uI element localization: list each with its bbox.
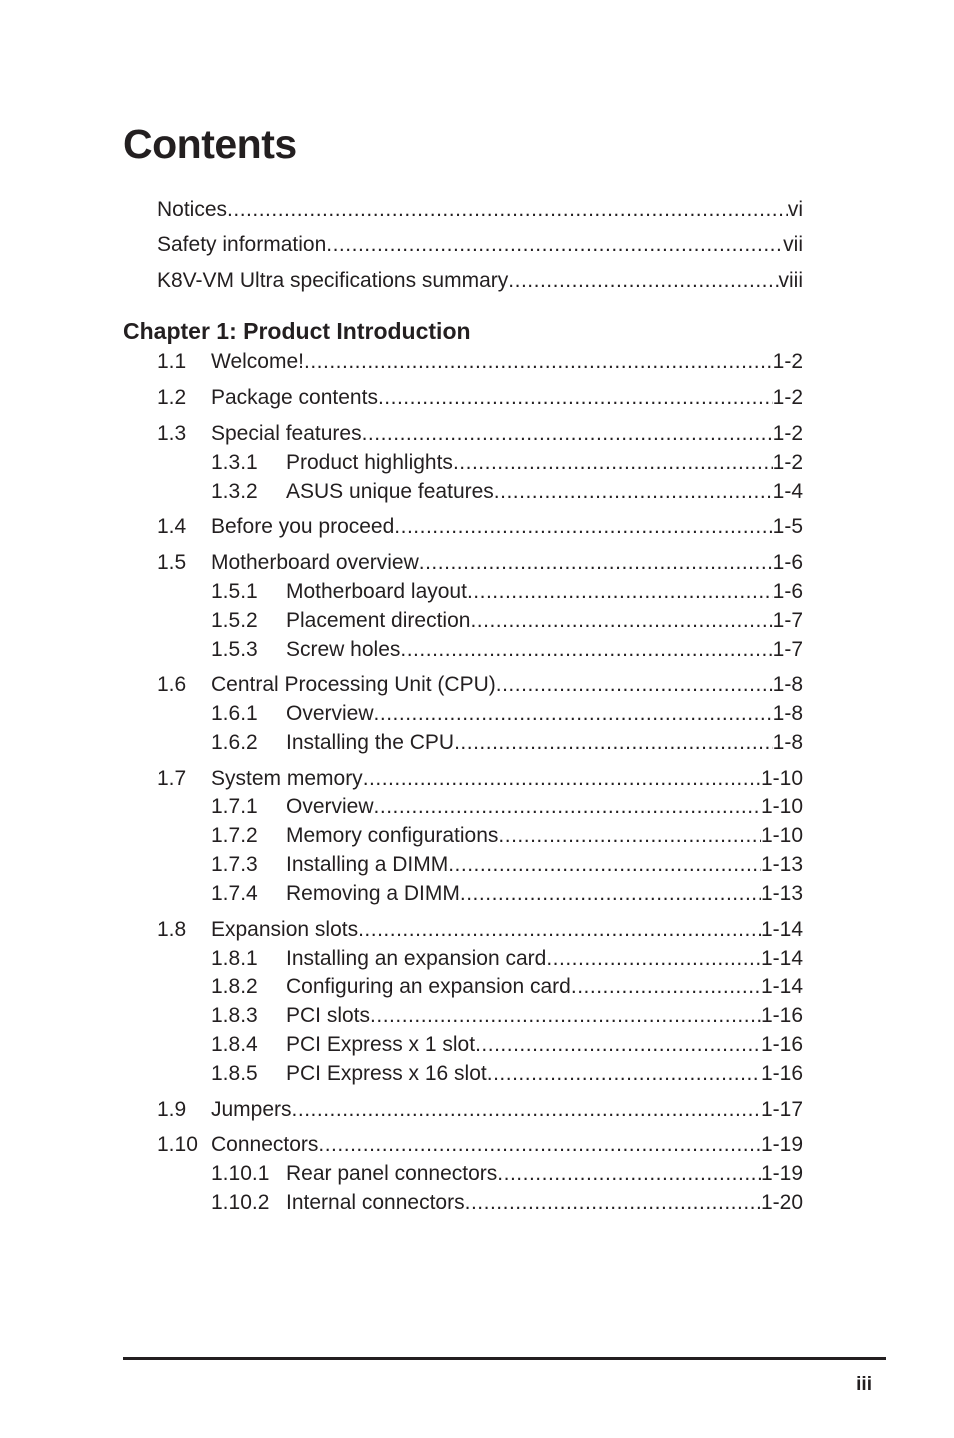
section-number: 1.3.1 xyxy=(211,451,258,474)
toc-subentry[interactable] xyxy=(0,1030,954,1060)
section-number: 1.10.2 xyxy=(211,1191,270,1214)
dot-leader xyxy=(378,383,773,413)
section-number: 1.3.2 xyxy=(211,480,258,503)
toc-entry-page: 1-6 xyxy=(772,580,803,603)
toc-subentry[interactable] xyxy=(0,944,954,974)
toc-entry-page: 1-14 xyxy=(760,975,803,998)
dot-leader xyxy=(508,266,778,296)
section-number: 1.7 xyxy=(157,767,187,790)
toc-subentry[interactable] xyxy=(0,699,954,729)
section-number: 1.2 xyxy=(157,386,187,409)
toc-subentry[interactable] xyxy=(0,792,954,822)
toc-subentry[interactable] xyxy=(0,448,954,478)
toc-subentry[interactable] xyxy=(0,1188,954,1218)
toc-entry[interactable] xyxy=(0,1130,954,1160)
toc-entry[interactable] xyxy=(0,764,954,794)
dot-leader xyxy=(470,606,772,636)
toc-entry-page: 1-8 xyxy=(772,702,803,725)
section-number: 1.8.1 xyxy=(211,947,258,970)
section-number: 1.4 xyxy=(157,515,187,538)
toc-entry-page: vii xyxy=(783,233,803,256)
section-number: 1.7.4 xyxy=(211,882,258,905)
toc-entry-label: Connectors xyxy=(211,1133,319,1156)
toc-entry-label: Motherboard overview xyxy=(211,551,419,574)
toc-subentry[interactable] xyxy=(0,879,954,909)
dot-leader xyxy=(419,548,773,578)
toc-entry-page: 1-8 xyxy=(772,673,803,696)
toc-entry[interactable] xyxy=(0,512,954,542)
toc-entry-page: vi xyxy=(787,198,803,221)
dot-leader xyxy=(362,419,773,449)
toc-entry-specifications-summary[interactable] xyxy=(0,266,954,296)
section-number: 1.8.3 xyxy=(211,1004,258,1027)
dot-leader xyxy=(448,850,761,880)
dot-leader xyxy=(370,1001,761,1031)
toc-entry-page: 1-2 xyxy=(772,386,803,409)
toc-entry-page: 1-16 xyxy=(760,1004,803,1027)
toc-entry[interactable] xyxy=(0,347,954,377)
section-number: 1.9 xyxy=(157,1098,187,1121)
dot-leader xyxy=(454,728,773,758)
dot-leader xyxy=(475,1030,761,1060)
toc-entry-page: 1-13 xyxy=(760,853,803,876)
dot-leader xyxy=(494,477,773,507)
toc-subentry[interactable] xyxy=(0,850,954,880)
toc-entry-page: 1-16 xyxy=(760,1062,803,1085)
section-number: 1.3 xyxy=(157,422,187,445)
section-number: 1.10 xyxy=(157,1133,198,1156)
chapter-heading: Chapter 1: Product Introduction xyxy=(123,318,471,344)
dot-leader xyxy=(363,764,761,794)
toc-entry-page: 1-19 xyxy=(760,1133,803,1156)
toc-entry-page: 1-13 xyxy=(760,882,803,905)
toc-entry-label: Internal connectors xyxy=(286,1191,465,1214)
toc-entry-label: Placement direction xyxy=(286,609,471,632)
dot-leader xyxy=(453,448,773,478)
toc-entry-page: 1-6 xyxy=(772,551,803,574)
section-number: 1.7.1 xyxy=(211,795,258,818)
dot-leader xyxy=(400,635,772,665)
toc-entry-notices[interactable] xyxy=(0,195,954,225)
toc-entry-label: Overview xyxy=(286,795,374,818)
section-number: 1.5.1 xyxy=(211,580,258,603)
section-number: 1.5.2 xyxy=(211,609,258,632)
toc-entry-page: viii xyxy=(778,269,803,292)
toc-entry-page: 1-7 xyxy=(772,638,803,661)
toc-entry[interactable] xyxy=(0,419,954,449)
section-number: 1.8.5 xyxy=(211,1062,258,1085)
toc-entry-page: 1-2 xyxy=(772,422,803,445)
page-title: Contents xyxy=(123,121,297,167)
toc-entry-label: Central Processing Unit (CPU) xyxy=(211,673,496,696)
toc-entry-label: Installing an expansion card xyxy=(286,947,547,970)
section-number: 1.5 xyxy=(157,551,187,574)
footer-rule xyxy=(123,1357,886,1360)
dot-leader xyxy=(374,699,773,729)
toc-entry-safety-information[interactable] xyxy=(0,230,954,260)
dot-leader xyxy=(546,944,761,974)
dot-leader xyxy=(487,1059,761,1089)
dot-leader xyxy=(326,230,783,260)
toc-entry-label: Overview xyxy=(286,702,374,725)
toc-entry-label: Safety information xyxy=(157,233,327,256)
dot-leader xyxy=(460,879,761,909)
toc-entry-label: Expansion slots xyxy=(211,918,359,941)
dot-leader xyxy=(318,1130,761,1160)
toc-entry-label: Special features xyxy=(211,422,362,445)
section-number: 1.6 xyxy=(157,673,187,696)
toc-entry-label: Product highlights xyxy=(286,451,453,474)
toc-entry-page: 1-7 xyxy=(772,609,803,632)
dot-leader xyxy=(467,577,773,607)
toc-entry-page: 1-19 xyxy=(760,1162,803,1185)
toc-entry-page: 1-14 xyxy=(760,947,803,970)
toc-entry-label: System memory xyxy=(211,767,363,790)
toc-entry-label: Rear panel connectors xyxy=(286,1162,498,1185)
toc-entry-label: Installing the CPU xyxy=(286,731,455,754)
section-number: 1.6.2 xyxy=(211,731,258,754)
section-number: 1.1 xyxy=(157,350,187,373)
toc-subentry[interactable] xyxy=(0,728,954,758)
toc-entry-page: 1-2 xyxy=(772,350,803,373)
toc-subentry[interactable] xyxy=(0,577,954,607)
toc-entry-label: Before you proceed xyxy=(211,515,395,538)
section-number: 1.10.1 xyxy=(211,1162,270,1185)
toc-entry-page: 1-20 xyxy=(760,1191,803,1214)
section-number: 1.8.4 xyxy=(211,1033,258,1056)
toc-subentry[interactable] xyxy=(0,635,954,665)
toc-subentry[interactable] xyxy=(0,606,954,636)
dot-leader xyxy=(304,347,773,377)
toc-entry-label: PCI Express x 16 slot xyxy=(286,1062,487,1085)
toc-entry[interactable] xyxy=(0,548,954,578)
toc-entry[interactable] xyxy=(0,670,954,700)
dot-leader xyxy=(374,792,761,822)
dot-leader xyxy=(358,915,761,945)
dot-leader xyxy=(496,670,773,700)
section-number: 1.8.2 xyxy=(211,975,258,998)
toc-entry-label: Jumpers xyxy=(211,1098,292,1121)
dot-leader xyxy=(227,195,788,225)
section-number: 1.6.1 xyxy=(211,702,258,725)
toc-subentry[interactable] xyxy=(0,1059,954,1089)
toc-entry-label: Screw holes xyxy=(286,638,401,661)
dot-leader xyxy=(292,1095,761,1125)
toc-entry-label: Welcome! xyxy=(211,350,304,373)
section-number: 1.7.3 xyxy=(211,853,258,876)
toc-entry-label: Notices xyxy=(157,198,228,221)
toc-entry-label: ASUS unique features xyxy=(286,480,494,503)
toc-entry-label: PCI Express x 1 slot xyxy=(286,1033,476,1056)
toc-entry-label: Memory configurations xyxy=(286,824,499,847)
dot-leader xyxy=(394,512,772,542)
dot-leader xyxy=(465,1188,761,1218)
toc-entry-page: 1-14 xyxy=(760,918,803,941)
toc-entry-page: 1-10 xyxy=(760,795,803,818)
dot-leader xyxy=(497,1159,761,1189)
toc-entry-page: 1-10 xyxy=(760,767,803,790)
toc-entry-label: Configuring an expansion card xyxy=(286,975,571,998)
toc-entry[interactable] xyxy=(0,383,954,413)
toc-entry-label: Motherboard layout xyxy=(286,580,467,603)
section-number: 1.5.3 xyxy=(211,638,258,661)
toc-subentry[interactable] xyxy=(0,1159,954,1189)
section-number: 1.7.2 xyxy=(211,824,258,847)
toc-entry-page: 1-16 xyxy=(760,1033,803,1056)
toc-entry-page: 1-10 xyxy=(760,824,803,847)
toc-entry-page: 1-4 xyxy=(772,480,803,503)
toc-entry-page: 1-8 xyxy=(772,731,803,754)
toc-subentry[interactable] xyxy=(0,972,954,1002)
page-number: iii xyxy=(856,1374,872,1395)
toc-entry[interactable] xyxy=(0,1095,954,1125)
dot-leader xyxy=(571,972,761,1002)
toc-entry[interactable] xyxy=(0,915,954,945)
dot-leader xyxy=(498,821,761,851)
toc-entry-label: K8V-VM Ultra specifications summary xyxy=(157,269,509,292)
toc-subentry[interactable] xyxy=(0,821,954,851)
toc-entry-page: 1-5 xyxy=(772,515,803,538)
toc-entry-page: 1-17 xyxy=(760,1098,803,1121)
toc-entry-label: Removing a DIMM xyxy=(286,882,460,905)
toc-subentry[interactable] xyxy=(0,1001,954,1031)
section-number: 1.8 xyxy=(157,918,187,941)
toc-entry-page: 1-2 xyxy=(772,451,803,474)
toc-entry-label: Installing a DIMM xyxy=(286,853,449,876)
toc-subentry[interactable] xyxy=(0,477,954,507)
toc-entry-label: Package contents xyxy=(211,386,378,409)
toc-entry-label: PCI slots xyxy=(286,1004,371,1027)
